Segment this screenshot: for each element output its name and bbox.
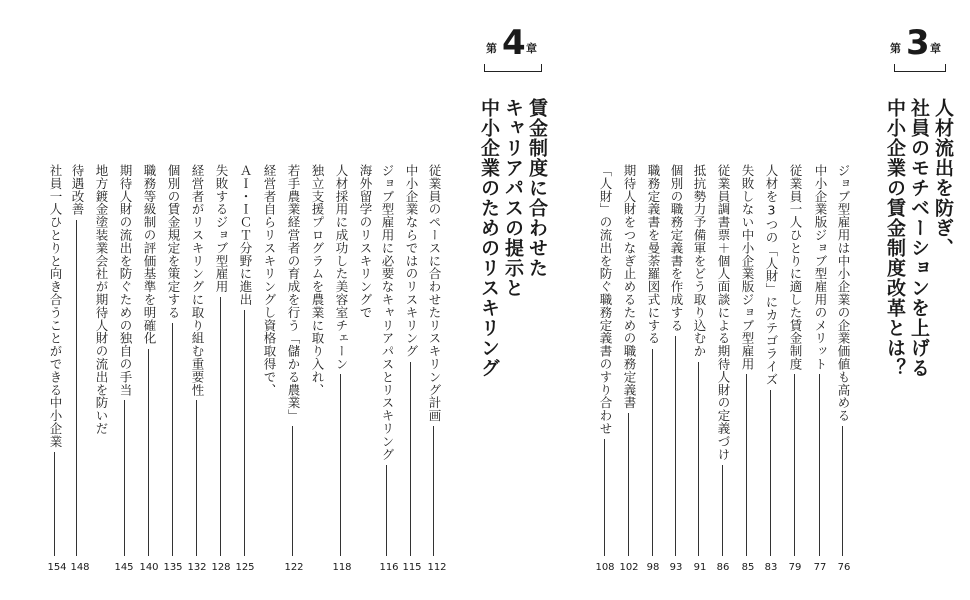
toc-entry[interactable] bbox=[238, 164, 252, 306]
toc-page-number: 116 bbox=[379, 562, 399, 573]
toc-leader-line bbox=[124, 400, 125, 556]
toc-leader-line bbox=[628, 413, 629, 556]
toc-entry[interactable] bbox=[669, 164, 683, 332]
toc-leader-line bbox=[340, 374, 341, 556]
toc-entry-text: 人材を3つの「人財」にカテゴライズ bbox=[764, 164, 779, 386]
toc-entry[interactable] bbox=[692, 164, 706, 358]
toc-entry-text: 期待人財の流出を防ぐための独自の手当 bbox=[118, 164, 133, 397]
toc-entry[interactable] bbox=[358, 164, 372, 319]
toc-entry-text: 経営者自らリスキリングし資格取得で、 bbox=[262, 164, 277, 397]
chapter4-number: 4 bbox=[502, 23, 526, 63]
toc-entry-text: 若手農業経営者の育成を行う「儲かる農業」 bbox=[286, 164, 301, 422]
toc-entry[interactable] bbox=[598, 164, 612, 435]
toc-page-number: 93 bbox=[669, 562, 683, 573]
toc-page-number: 128 bbox=[211, 562, 231, 573]
toc-page-number: 108 bbox=[595, 562, 615, 573]
toc-page-number: 79 bbox=[788, 562, 802, 573]
toc-entry-text: ＡＩ・ＩＣＴ分野に進出 bbox=[238, 164, 253, 306]
toc-entry-text: 抵抗勢力予備軍をどう取り込むか bbox=[692, 164, 707, 358]
toc-leader-line bbox=[54, 452, 55, 556]
toc-entry-text: 期待人財をつなぎ止めるための職務定義書 bbox=[622, 164, 637, 410]
toc-page-number: 98 bbox=[646, 562, 660, 573]
toc-entry[interactable] bbox=[310, 164, 324, 396]
toc-leader-line bbox=[604, 439, 605, 556]
toc-page-number: 77 bbox=[813, 562, 827, 573]
toc-entry[interactable] bbox=[94, 164, 108, 435]
toc-entry[interactable] bbox=[813, 164, 827, 370]
toc-entry[interactable] bbox=[788, 164, 802, 370]
toc-entry[interactable] bbox=[646, 164, 660, 345]
toc-entry[interactable] bbox=[427, 164, 441, 422]
toc-page-number: 86 bbox=[716, 562, 730, 573]
toc-entry-text: 従業員調書票＋個人面談による期待人財の定義づけ bbox=[716, 164, 731, 461]
toc-entry-text: 従業員一人ひとりに適した賃金制度 bbox=[788, 164, 803, 371]
toc-entry-text: 海外留学のリスキリングで bbox=[358, 164, 373, 319]
toc-page-number: 85 bbox=[741, 562, 755, 573]
chapter4-title-line-1: 賃金制度に合わせた bbox=[526, 98, 548, 278]
toc-leader-line bbox=[196, 400, 197, 556]
toc-leader-line bbox=[722, 465, 723, 556]
toc-page-number: 148 bbox=[70, 562, 90, 573]
toc-entry-text: 失敗するジョブ型雇用 bbox=[214, 164, 229, 293]
chapter4-bracket bbox=[484, 64, 542, 72]
toc-page-number: 118 bbox=[332, 562, 352, 573]
toc-entry-text: 失敗しない中小企業版ジョブ型雇用 bbox=[740, 164, 755, 371]
toc-page-number: 125 bbox=[235, 562, 255, 573]
toc-entry[interactable] bbox=[190, 164, 204, 396]
chapter3-bracket bbox=[894, 64, 946, 72]
chapter4-label-suffix: 章 bbox=[526, 42, 537, 55]
toc-leader-line bbox=[819, 374, 820, 556]
toc-leader-line bbox=[292, 426, 293, 556]
toc-entry[interactable] bbox=[740, 164, 754, 370]
chapter4-label-prefix: 第 bbox=[486, 42, 497, 55]
chapter3-number: 3 bbox=[906, 23, 930, 63]
toc-entry-text: ジョブ型雇用に必要なキャリアパスとリスキリング bbox=[380, 164, 395, 461]
toc-entry-text: 「人財」の流出を防ぐ職務定義書のすり合わせ bbox=[598, 164, 613, 435]
toc-leader-line bbox=[433, 426, 434, 556]
toc-page-number: 91 bbox=[693, 562, 707, 573]
toc-leader-line bbox=[770, 390, 771, 556]
toc-page-number: 132 bbox=[187, 562, 207, 573]
chapter3-heading bbox=[880, 23, 950, 76]
toc-entry[interactable] bbox=[622, 164, 636, 409]
toc-entry[interactable] bbox=[286, 164, 300, 422]
toc-page-number: 102 bbox=[619, 562, 639, 573]
toc-entry-text: 経営者がリスキリングに取り組む重要性 bbox=[190, 164, 205, 397]
toc-entry[interactable] bbox=[166, 164, 180, 319]
toc-page-number: 135 bbox=[163, 562, 183, 573]
chapter4-title-line-2: キャリアパスの提示と bbox=[502, 98, 524, 298]
toc-leader-line bbox=[842, 426, 843, 556]
toc-leader-line bbox=[698, 362, 699, 557]
toc-entry-text: ジョブ型雇用は中小企業の企業価値も高める bbox=[836, 164, 851, 422]
toc-page-number: 83 bbox=[764, 562, 778, 573]
chapter3-title-line-3: 中小企業の賃金制度改革とは？ bbox=[884, 98, 906, 378]
toc-entry[interactable] bbox=[334, 164, 348, 370]
toc-entry-text: 個別の賃金規定を策定する bbox=[166, 164, 181, 319]
chapter4-title-line-3: 中小企業のためのリスキリング bbox=[478, 98, 500, 378]
toc-leader-line bbox=[76, 220, 77, 556]
toc-page-number: 140 bbox=[139, 562, 159, 573]
toc-entry[interactable] bbox=[70, 164, 84, 216]
toc-entry-text: 職務等級制の評価基準を明確化 bbox=[142, 164, 157, 345]
chapter4-heading bbox=[476, 23, 546, 76]
toc-page-number: 154 bbox=[47, 562, 67, 573]
toc-entry[interactable] bbox=[142, 164, 156, 345]
toc-entry-text: 地方鍍金塗装業会社が期待人財の流出を防いだ bbox=[94, 164, 109, 435]
toc-leader-line bbox=[244, 310, 245, 556]
toc-entry[interactable] bbox=[48, 164, 62, 448]
toc-leader-line bbox=[746, 374, 747, 556]
toc-entry[interactable] bbox=[716, 164, 730, 461]
toc-entry-text: 中小企業ならではのリスキリング bbox=[404, 164, 419, 358]
chapter3-label-suffix: 章 bbox=[930, 42, 941, 55]
chapter3-title-line-1: 人材流出を防ぎ、 bbox=[932, 98, 954, 258]
toc-page-number: 76 bbox=[837, 562, 851, 573]
toc-entry[interactable] bbox=[118, 164, 132, 396]
chapter3-title-line-2: 社員のモチベーションを上げる bbox=[908, 98, 930, 378]
toc-entry[interactable] bbox=[836, 164, 850, 422]
toc-page-number: 115 bbox=[402, 562, 422, 573]
chapter3-label-prefix: 第 bbox=[890, 42, 901, 55]
toc-leader-line bbox=[172, 323, 173, 556]
toc-page-number: 112 bbox=[427, 562, 447, 573]
toc-entry-text: 独立支援プログラムを農業に取り入れ、 bbox=[310, 164, 325, 397]
toc-leader-line bbox=[410, 362, 411, 557]
toc-entry[interactable] bbox=[380, 164, 394, 461]
toc-entry-text: 従業員のペースに合わせたリスキリング計画 bbox=[427, 164, 442, 422]
toc-leader-line bbox=[794, 374, 795, 556]
toc-entry[interactable] bbox=[214, 164, 228, 293]
toc-entry[interactable] bbox=[764, 164, 778, 386]
toc-entry-text: 人材採用に成功した美容室チェーン bbox=[334, 164, 349, 371]
toc-leader-line bbox=[148, 349, 149, 556]
toc-entry-text: 職務定義書を曼荼羅図式にする bbox=[646, 164, 661, 345]
toc-entry-text: 中小企業版ジョブ型雇用のメリット bbox=[813, 164, 828, 371]
toc-page-number: 122 bbox=[284, 562, 304, 573]
toc-entry-text: 個別の職務定義書を作成する bbox=[669, 164, 684, 332]
toc-leader-line bbox=[386, 465, 387, 556]
toc-leader-line bbox=[652, 349, 653, 556]
toc-page-number: 145 bbox=[114, 562, 134, 573]
toc-entry[interactable] bbox=[262, 164, 276, 396]
toc-entry[interactable] bbox=[404, 164, 418, 358]
toc-leader-line bbox=[675, 336, 676, 556]
toc-entry-text: 社員一人ひとりと向き合うことができる中小企業 bbox=[48, 164, 63, 448]
toc-entry-text: 待遇改善 bbox=[70, 164, 85, 216]
toc-leader-line bbox=[220, 297, 221, 556]
